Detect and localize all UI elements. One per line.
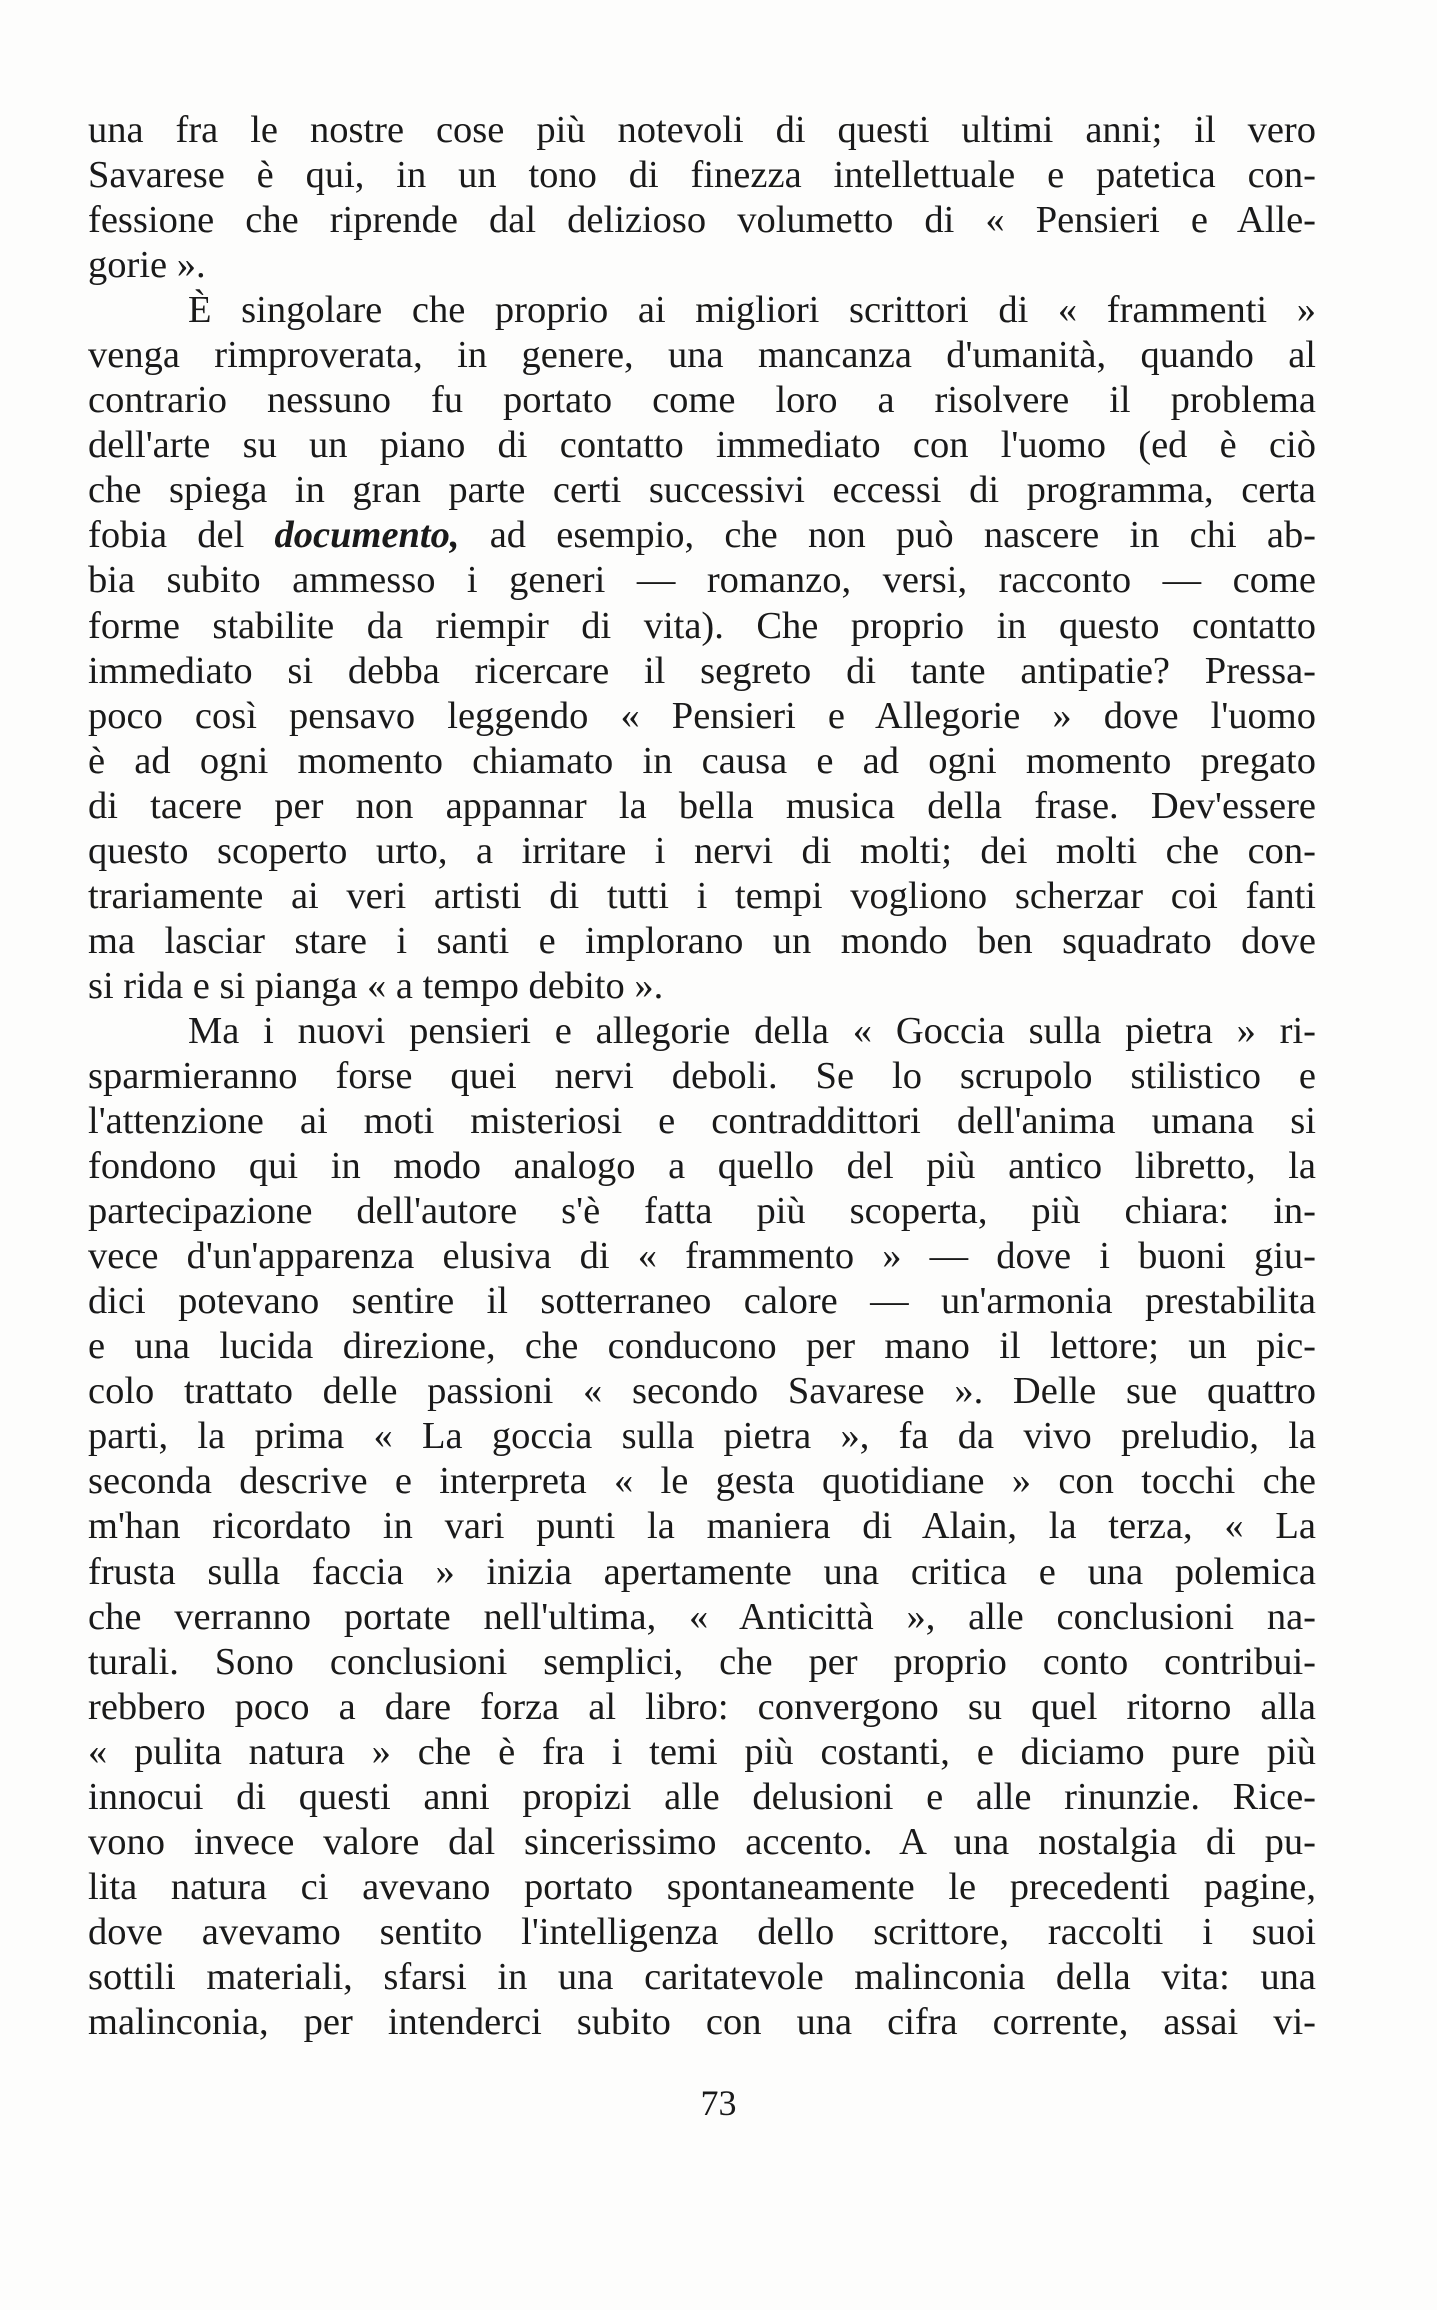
text-line: venga rimproverata, in genere, una mancanza d'umanità, quando al [88, 334, 1316, 377]
text-line: È singolare che proprio ai migliori scrittori di « frammenti » [188, 289, 1316, 332]
text-line: seconda descrive e interpreta « le gesta quotidiane » con tocchi che [88, 1460, 1316, 1503]
text-line: Savarese è qui, in un tono di finezza intellettuale e patetica con- [88, 154, 1316, 197]
text-line: contrario nessuno fu portato come loro a risolvere il problema [88, 379, 1316, 422]
text-line: bia subito ammesso i generi — romanzo, versi, racconto — come [88, 559, 1316, 602]
text-line: sottili materiali, sfarsi in una caritatevole malinconia della vita: una [88, 1955, 1316, 1998]
text-line: gorie ». [88, 244, 206, 287]
text-line: trariamente ai veri artisti di tutti i tempi vogliono scherzar coi fanti [88, 874, 1316, 917]
text-segment: fobia del [88, 514, 275, 557]
text-line: fessione che riprende dal delizioso volumetto di « Pensieri e Alle- [88, 199, 1316, 242]
text-line: si rida e si pianga « a tempo debito ». [88, 964, 664, 1007]
text-line: innocui di questi anni propizi alle delusioni e alle rinunzie. Rice- [88, 1775, 1316, 1818]
text-line: una fra le nostre cose più notevoli di questi ultimi anni; il vero [88, 109, 1316, 151]
text-line: Ma i nuovi pensieri e allegorie della « Goccia sulla pietra » ri- [188, 1009, 1316, 1052]
text-line: malinconia, per intenderci subito con una cifra corrente, assai vi- [88, 2000, 1316, 2043]
text-line: l'attenzione ai moti misteriosi e contraddittori dell'anima umana si [88, 1100, 1316, 1143]
text-line: colo trattato delle passioni « secondo Savarese ». Delle sue quattro [88, 1370, 1316, 1413]
text-line: m'han ricordato in vari punti la maniera di Alain, la terza, « La [88, 1505, 1316, 1548]
text-line: parti, la prima « La goccia sulla pietra », fa da vivo preludio, la [88, 1415, 1316, 1458]
text-line: che spiega in gran parte certi successivi eccessi di programma, certa [88, 469, 1316, 512]
text-line: è ad ogni momento chiamato in causa e ad ogni momento pregato [88, 739, 1316, 782]
text-line: ma lasciar stare i santi e implorano un mondo ben squadrato dove [88, 919, 1316, 962]
text-line: dici potevano sentire il sotterraneo calore — un'armonia prestabilita [88, 1280, 1316, 1323]
body-text [88, 108, 1316, 2045]
text-line: dell'arte su un piano di contatto immediato con l'uomo (ed è ciò [88, 424, 1316, 467]
text-line: lita natura ci avevano portato spontaneamente le precedenti pagine, [88, 1865, 1316, 1908]
text-line: partecipazione dell'autore s'è fatta più scoperta, più chiara: in- [88, 1190, 1316, 1233]
text-line: di tacere per non appannar la bella musica della frase. Dev'essere [88, 784, 1316, 827]
text-line: e una lucida direzione, che conducono per mano il lettore; un pic- [88, 1325, 1316, 1368]
text-line: dove avevamo sentito l'intelligenza dello scrittore, raccolti i suoi [88, 1910, 1316, 1953]
italic-term: documento, [274, 514, 460, 557]
text-line: turali. Sono conclusioni semplici, che per proprio conto contribui- [88, 1640, 1316, 1683]
text-line: fondono qui in modo analogo a quello del più antico libretto, la [88, 1145, 1316, 1188]
text-line: rebbero poco a dare forza al libro: convergono su quel ritorno alla [88, 1685, 1316, 1728]
text-line: vece d'un'apparenza elusiva di « frammento » — dove i buoni giu- [88, 1235, 1316, 1278]
text-line: immediato si debba ricercare il segreto di tante antipatie? Pressa- [88, 649, 1316, 692]
text-line: questo scoperto urto, a irritare i nervi di molti; dei molti che con- [88, 829, 1316, 872]
page-number: 73 [700, 2083, 737, 2123]
text-line: poco così pensavo leggendo « Pensieri e Allegorie » dove l'uomo [88, 694, 1316, 737]
text-line: vono invece valore dal sincerissimo accento. A una nostalgia di pu- [88, 1820, 1316, 1863]
text-line [88, 513, 1316, 558]
text-line: « pulita natura » che è fra i temi più costanti, e diciamo pure più [88, 1730, 1316, 1773]
text-line: che verranno portate nell'ultima, « Anticittà », alle conclusioni na- [88, 1595, 1316, 1638]
text-line: frusta sulla faccia » inizia apertamente una critica e una polemica [88, 1550, 1316, 1593]
text-line: sparmieranno forse quei nervi deboli. Se lo scrupolo stilistico e [88, 1054, 1316, 1097]
text-segment: ad esempio, che non può nascere in chi ab- [459, 514, 1316, 557]
text-line: forme stabilite da riempir di vita). Che proprio in questo contatto [88, 604, 1316, 647]
